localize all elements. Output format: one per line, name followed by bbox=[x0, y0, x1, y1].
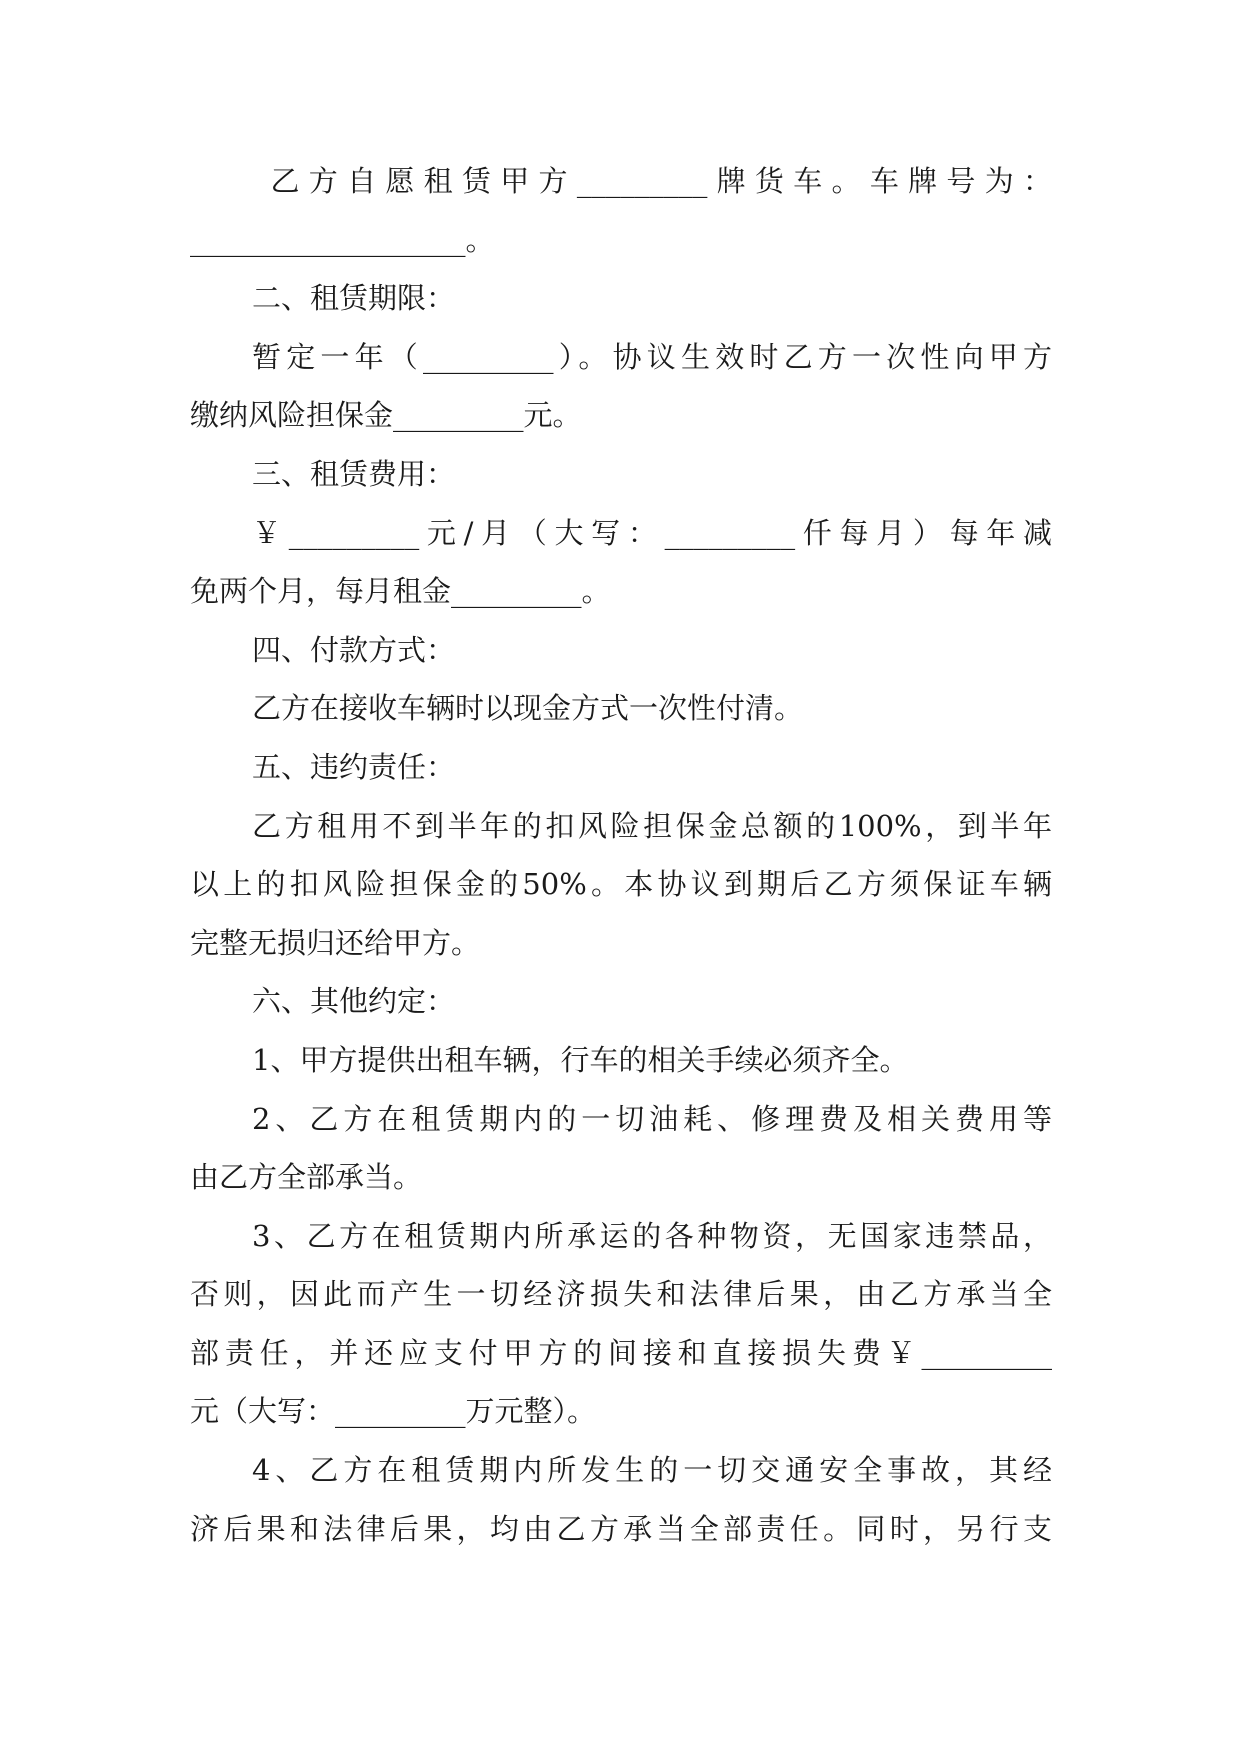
document-line: 乙方自愿租赁甲方_________牌货车。车牌号为： bbox=[252, 164, 1052, 198]
document-line: 免两个月，每月租金_________。 bbox=[190, 574, 611, 609]
document-line: 六、其他约定： bbox=[252, 984, 456, 1019]
document-line: ___________________。 bbox=[190, 222, 495, 257]
document-line: 1、甲方提供出租车辆，行车的相关手续必须齐全。 bbox=[252, 1042, 909, 1077]
document-line: 部责任，并还应支付甲方的间接和直接损失费￥_________ bbox=[190, 1335, 1052, 1370]
document-line: 元（大写：_________万元整）。 bbox=[190, 1394, 597, 1429]
document-line: 四、付款方式： bbox=[252, 632, 456, 667]
document-line: 五、违约责任： bbox=[252, 749, 456, 784]
document-line: ￥_________元/月（大写：_________仟每月）每年减 bbox=[252, 515, 1052, 550]
document-page bbox=[190, 152, 1052, 1558]
document-line: 否则，因此而产生一切经济损失和法律后果，由乙方承当全 bbox=[190, 1277, 1052, 1312]
document-line: 4、乙方在租赁期内所发生的一切交通安全事故，其经 bbox=[252, 1453, 1052, 1488]
document-line: 2、乙方在租赁期内的一切油耗、修理费及相关费用等 bbox=[252, 1101, 1052, 1136]
document-line: 3、乙方在租赁期内所承运的各种物资，无国家违禁品， bbox=[252, 1218, 1052, 1253]
document-line: 暂定一年（_________）。协议生效时乙方一次性向甲方 bbox=[252, 339, 1052, 374]
document-line: 乙方租用不到半年的扣风险担保金总额的100%，到半年 bbox=[252, 808, 1052, 843]
document-line: 完整无损归还给甲方。 bbox=[190, 925, 481, 960]
document-line: 乙方在接收车辆时以现金方式一次性付清。 bbox=[252, 691, 804, 726]
document-line: 由乙方全部承当。 bbox=[190, 1160, 423, 1195]
document-line: 三、租赁费用： bbox=[252, 456, 456, 491]
document-line: 济后果和法律后果，均由乙方承当全部责任。同时，另行支 bbox=[190, 1511, 1052, 1546]
document-line: 二、租赁期限： bbox=[252, 281, 456, 316]
document-line: 以上的扣风险担保金的50%。本协议到期后乙方须保证车辆 bbox=[190, 867, 1052, 902]
document-line: 缴纳风险担保金_________元。 bbox=[190, 398, 582, 433]
